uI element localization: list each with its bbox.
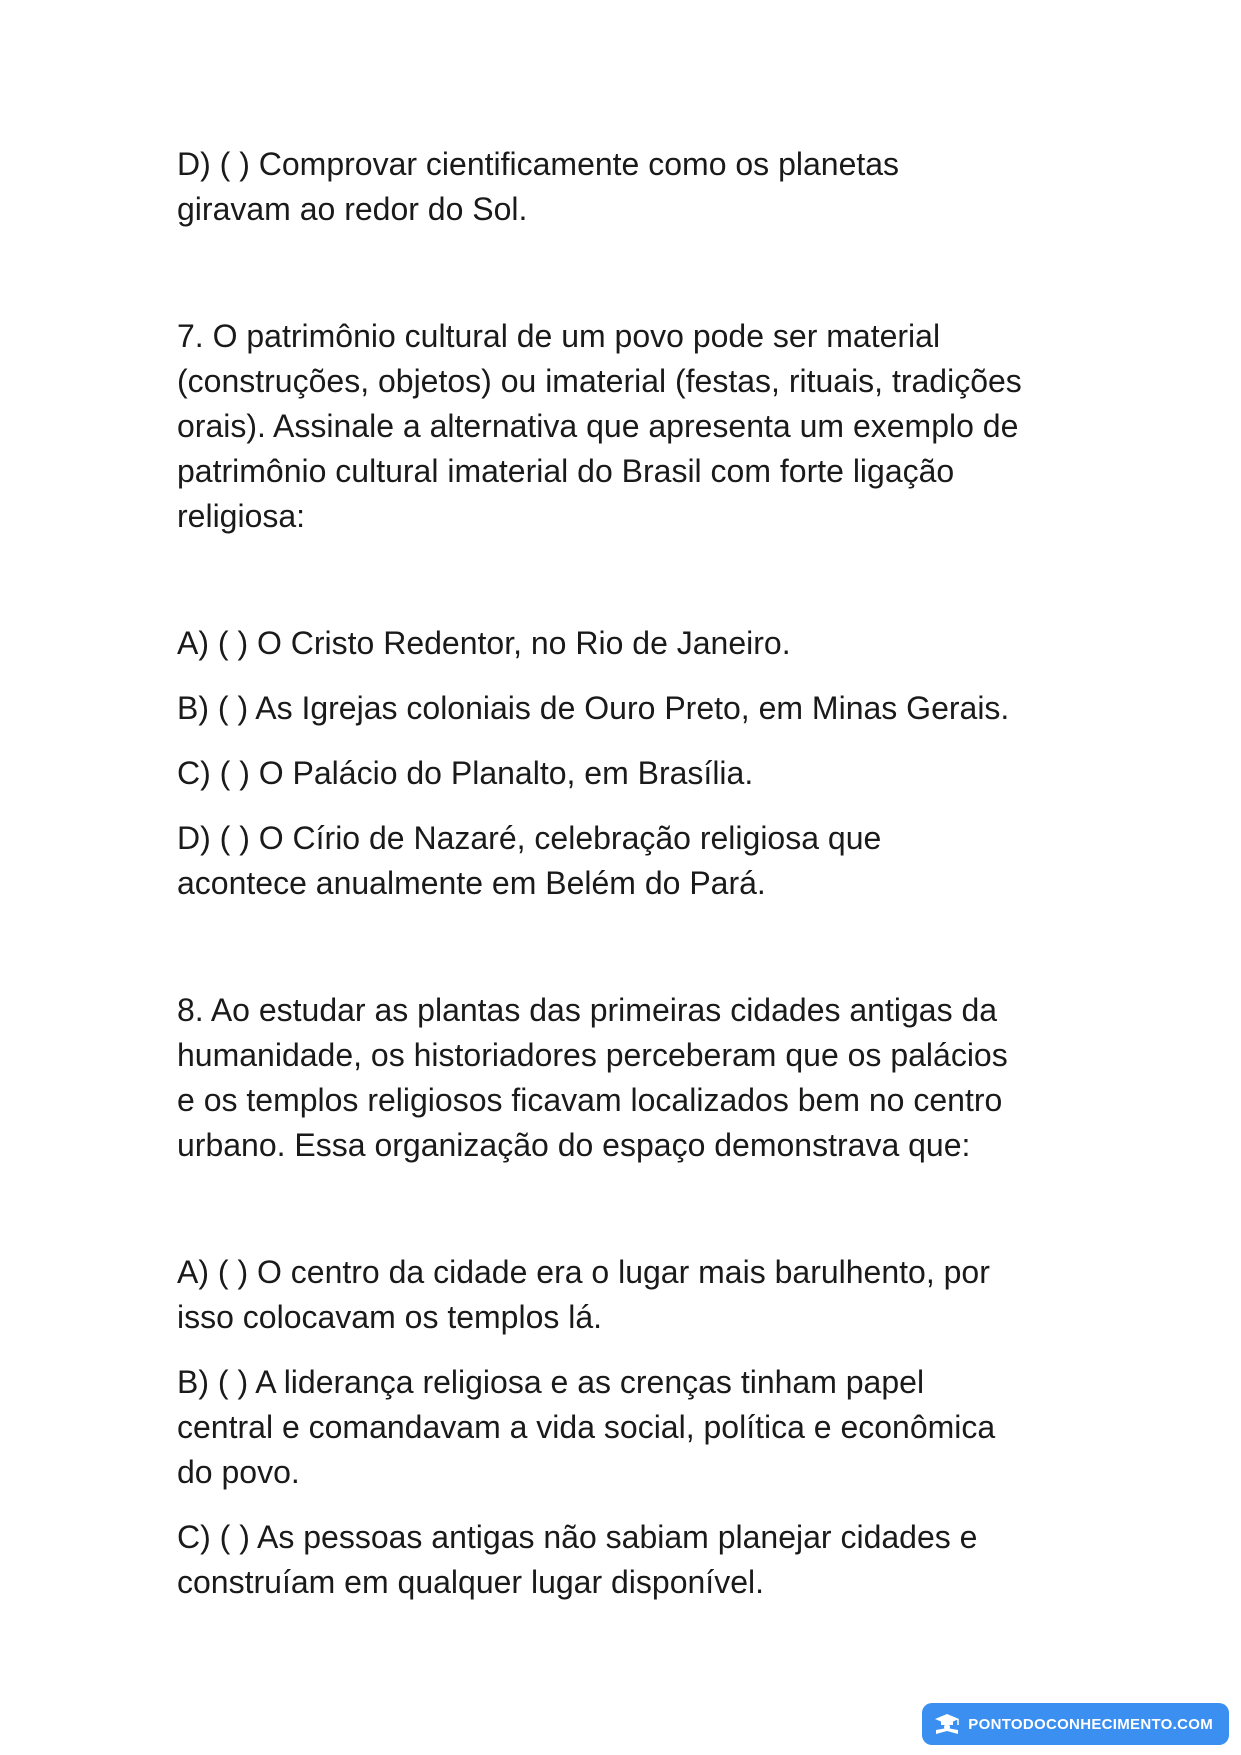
q7-prompt-line: 7. O patrimônio cultural de um povo pode ser material	[177, 318, 941, 354]
spacer	[177, 1340, 1077, 1360]
q8-option-c-line2: construíam em qualquer lugar disponível.	[177, 1564, 764, 1600]
spacer	[177, 539, 1077, 621]
q7-prompt	[177, 314, 1077, 539]
q7-prompt-line: religiosa:	[177, 498, 306, 534]
q6-option-d-line2: giravam ao redor do Sol.	[177, 191, 528, 227]
spacer	[177, 906, 1077, 988]
q7-prompt-line: patrimônio cultural imaterial do Brasil com forte ligação	[177, 453, 955, 489]
q8-option-b-line1: B) ( ) A liderança religiosa e as crenças tinham papel	[177, 1364, 925, 1400]
watermark-badge[interactable]	[922, 1703, 1229, 1745]
watermark-text: PONTODOCONHECIMENTO.COM	[968, 1715, 1213, 1733]
q6-option-d-line1: D) ( ) Comprovar cientificamente como os planetas	[177, 146, 900, 182]
q8-option-a[interactable]	[177, 1250, 1077, 1340]
spacer	[177, 666, 1077, 686]
q7-prompt-line: (construções, objetos) ou imaterial (festas, rituais, tradições	[177, 363, 1022, 399]
graduation-reader-icon	[932, 1712, 962, 1736]
document-content	[177, 142, 1077, 1605]
q7-option-d[interactable]	[177, 816, 1077, 906]
q6-option-d[interactable]	[177, 142, 1077, 232]
spacer	[177, 1168, 1077, 1250]
q7-option-d-line2: acontece anualmente em Belém do Pará.	[177, 865, 766, 901]
spacer	[177, 1495, 1077, 1515]
q8-option-a-line1: A) ( ) O centro da cidade era o lugar mais barulhento, por	[177, 1254, 990, 1290]
q8-prompt-line: 8. Ao estudar as plantas das primeiras cidades antigas da	[177, 992, 998, 1028]
spacer	[177, 796, 1077, 816]
q7-prompt-line: orais). Assinale a alternativa que apresenta um exemplo de	[177, 408, 1019, 444]
q8-prompt	[177, 988, 1077, 1168]
q8-option-b-line3: do povo.	[177, 1454, 300, 1490]
q7-option-b[interactable]: B) ( ) As Igrejas coloniais de Ouro Preto, em Minas Gerais.	[177, 690, 1010, 726]
q8-prompt-line: e os templos religiosos ficavam localizados bem no centro	[177, 1082, 1003, 1118]
q7-option-a[interactable]: A) ( ) O Cristo Redentor, no Rio de Janeiro.	[177, 625, 791, 661]
q7-option-d-line1: D) ( ) O Círio de Nazaré, celebração religiosa que	[177, 820, 882, 856]
q8-option-c[interactable]	[177, 1515, 1077, 1605]
q8-option-b[interactable]	[177, 1360, 1077, 1495]
q8-option-a-line2: isso colocavam os templos lá.	[177, 1299, 603, 1335]
spacer	[177, 731, 1077, 751]
q8-option-b-line2: central e comandavam a vida social, política e econômica	[177, 1409, 996, 1445]
q7-option-c[interactable]: C) ( ) O Palácio do Planalto, em Brasília.	[177, 755, 754, 791]
q8-prompt-line: humanidade, os historiadores perceberam que os palácios	[177, 1037, 1008, 1073]
q8-option-c-line1: C) ( ) As pessoas antigas não sabiam planejar cidades e	[177, 1519, 978, 1555]
q8-prompt-line: urbano. Essa organização do espaço demonstrava que:	[177, 1127, 971, 1163]
spacer	[177, 232, 1077, 314]
